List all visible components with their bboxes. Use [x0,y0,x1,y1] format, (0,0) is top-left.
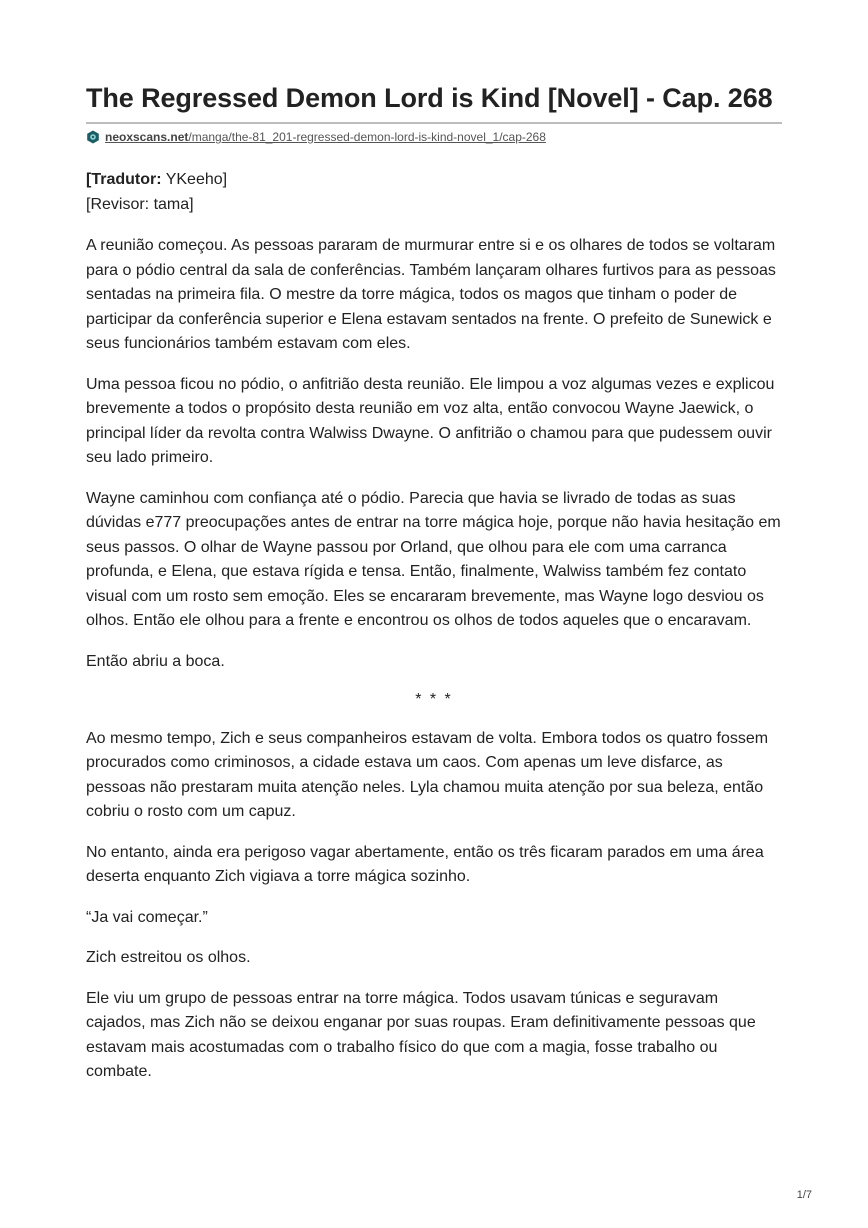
page-title: The Regressed Demon Lord is Kind [Novel] - Cap. 268 [86,83,773,113]
source-line [86,129,782,145]
paragraph: Wayne caminhou com confiança até o pódio. Parecia que havia se livrado de todas as suas dúvidas e777 preocupações antes de entrar na torre mágica hoje, porque não havia hesitação em seus passos. O olhar de Wayne passou por Orland, que olhou para ele com uma carranca profunda, e Elena, que estava rígida e tensa. Então, finalmente, Walwiss também fez contato visual com um rosto sem emoção. Eles se encararam brevemente, mas Wayne logo desviou os olhos. Então ele olhou para a frente e encontrou os olhos de todos aqueles que o encaravam. [86,489,781,629]
scene-break: * * * [415,691,453,708]
document-page [86,80,782,1101]
paragraph: “Ja vai começar.” [86,908,208,926]
paragraph: A reunião começou. As pessoas pararam de murmurar entre si e os olhares de todos se voltaram para o pódio central da sala de conferências. Também lançaram olhares furtivos para as pessoas sentadas na primeira fila. O mestre da torre mágica, todos os magos que tinham o poder de participar da conferência superior e Elena estavam sentados na frente. O prefeito de Sunewick e seus funcionários também estavam com eles. [86,237,776,352]
page-number: 1/7 [796,1189,812,1201]
title-divider [86,122,782,124]
paragraph: Ele viu um grupo de pessoas entrar na torre mágica. Todos usavam túnicas e seguravam cajados, mas Zich não se deixou enganar por suas roupas. Eram definitivamente pessoas que estavam mais acostumadas com o trabalho físico do que com a magia, fosse trabalho ou combate. [86,989,756,1080]
translator-credit [86,168,782,193]
paragraph: Uma pessoa ficou no pódio, o anfitrião desta reunião. Ele limpou a voz algumas vezes e explicou brevemente a todos o propósito desta reunião em voz alta, então convocou Wayne Jaewick, o principal líder da revolta contra Walwiss Dwayne. O anfitrião o chamou para que pudessem ouvir seu lado primeiro. [86,375,775,466]
source-link[interactable] [105,129,546,145]
paragraph: Ao mesmo tempo, Zich e seus companheiros estavam de volta. Embora todos os quatro fossem procurados como criminosos, a cidade estava um caos. Com apenas um leve disfarce, as pessoas não prestaram muita atenção neles. Lyla chamou muita atenção por sua beleza, então cobriu o rosto com um capuz. [86,729,769,820]
source-path: /manga/the-81_201-regressed-demon-lord-is-kind-novel_1/cap-268 [188,130,546,144]
reviewer-credit: [Revisor: tama] [86,195,194,213]
translator-label: [Tradutor: [86,171,162,188]
source-domain: neoxscans.net [105,130,189,144]
credits-block [86,168,782,217]
translator-name: YKeeho] [161,171,228,188]
paragraph: Então abriu a boca. [86,652,225,670]
chapter-content [86,168,782,1085]
site-favicon-icon [86,130,100,144]
paragraph: No entanto, ainda era perigoso vagar abertamente, então os três ficaram parados em uma área deserta enquanto Zich vigiava a torre mágica sozinho. [86,843,764,885]
paragraph: Zich estreitou os olhos. [86,949,251,966]
